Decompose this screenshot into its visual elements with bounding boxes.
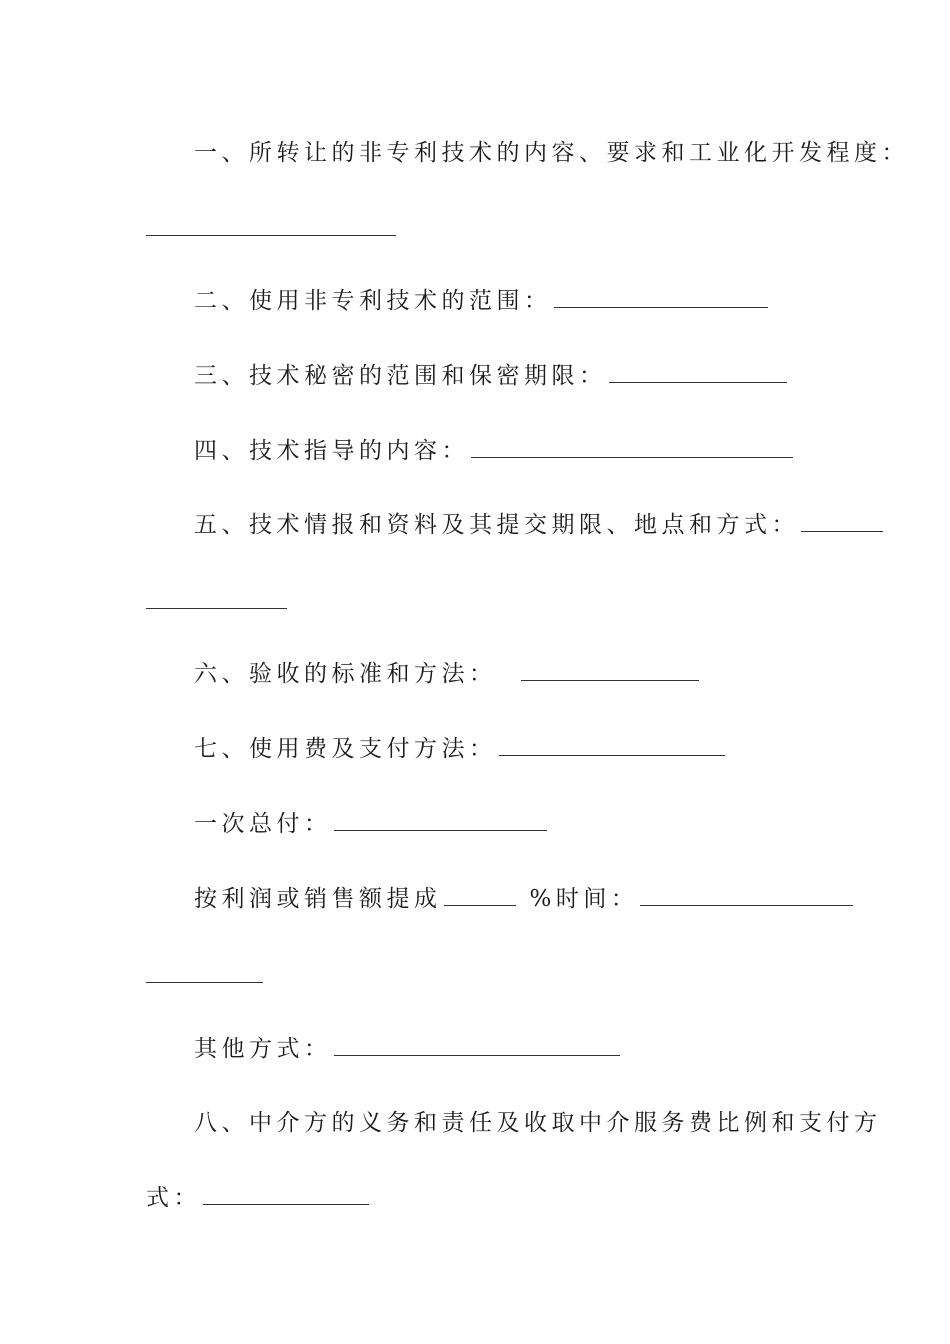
other-method-blank[interactable] [334, 1034, 620, 1056]
royalty-percent-blank[interactable] [444, 884, 516, 906]
royalty-time-blank-continued[interactable] [146, 981, 263, 983]
clause-6-label: 六、验收的标准和方法： [194, 661, 497, 687]
clause-8-line [194, 1108, 882, 1138]
clause-2-label: 二、使用非专利技术的范围： [194, 288, 552, 314]
royalty-label: 按利润或销售额提成 [194, 886, 442, 912]
clause-5-blank-continued[interactable] [146, 607, 287, 609]
other-method-label: 其他方式： [194, 1036, 332, 1062]
lump-sum-label: 一次总付： [194, 811, 332, 837]
clause-4-label: 四、技术指导的内容： [194, 438, 469, 464]
clause-8-blank[interactable] [203, 1183, 369, 1205]
clause-3-blank[interactable] [609, 361, 787, 383]
royalty-time-blank[interactable] [640, 884, 853, 906]
royalty-suffix: %时间： [529, 886, 639, 912]
clause-8-label: 八、中介方的义务和责任及收取中介服务费比例和支付方 [194, 1110, 882, 1136]
clause-5-label: 五、技术情报和资料及其提交期限、地点和方式： [194, 512, 799, 538]
royalty-line [194, 884, 853, 914]
clause-2-blank[interactable] [554, 286, 768, 308]
other-method-line [194, 1034, 620, 1064]
clause-1-line [194, 138, 909, 168]
clause-7-blank[interactable] [499, 734, 725, 756]
clause-6-line [194, 659, 699, 689]
clause-1-blank[interactable] [146, 234, 396, 236]
clause-8-continued-label: 式： [146, 1185, 201, 1211]
clause-5-line [194, 510, 883, 540]
clause-1-label: 一、所转让的非专利技术的内容、要求和工业化开发程度： [194, 140, 909, 166]
clause-3-line [194, 361, 787, 391]
clause-5-blank[interactable] [801, 510, 883, 532]
clause-6-blank[interactable] [521, 659, 699, 681]
clause-2-line [194, 286, 768, 316]
clause-3-label: 三、技术秘密的范围和保密期限： [194, 363, 607, 389]
clause-8-continued-line [146, 1183, 369, 1213]
clause-7-label: 七、使用费及支付方法： [194, 736, 497, 762]
lump-sum-blank[interactable] [334, 809, 547, 831]
clause-4-blank[interactable] [471, 436, 793, 458]
clause-7-line [194, 734, 725, 764]
lump-sum-line [194, 809, 547, 839]
clause-4-line [194, 436, 793, 466]
